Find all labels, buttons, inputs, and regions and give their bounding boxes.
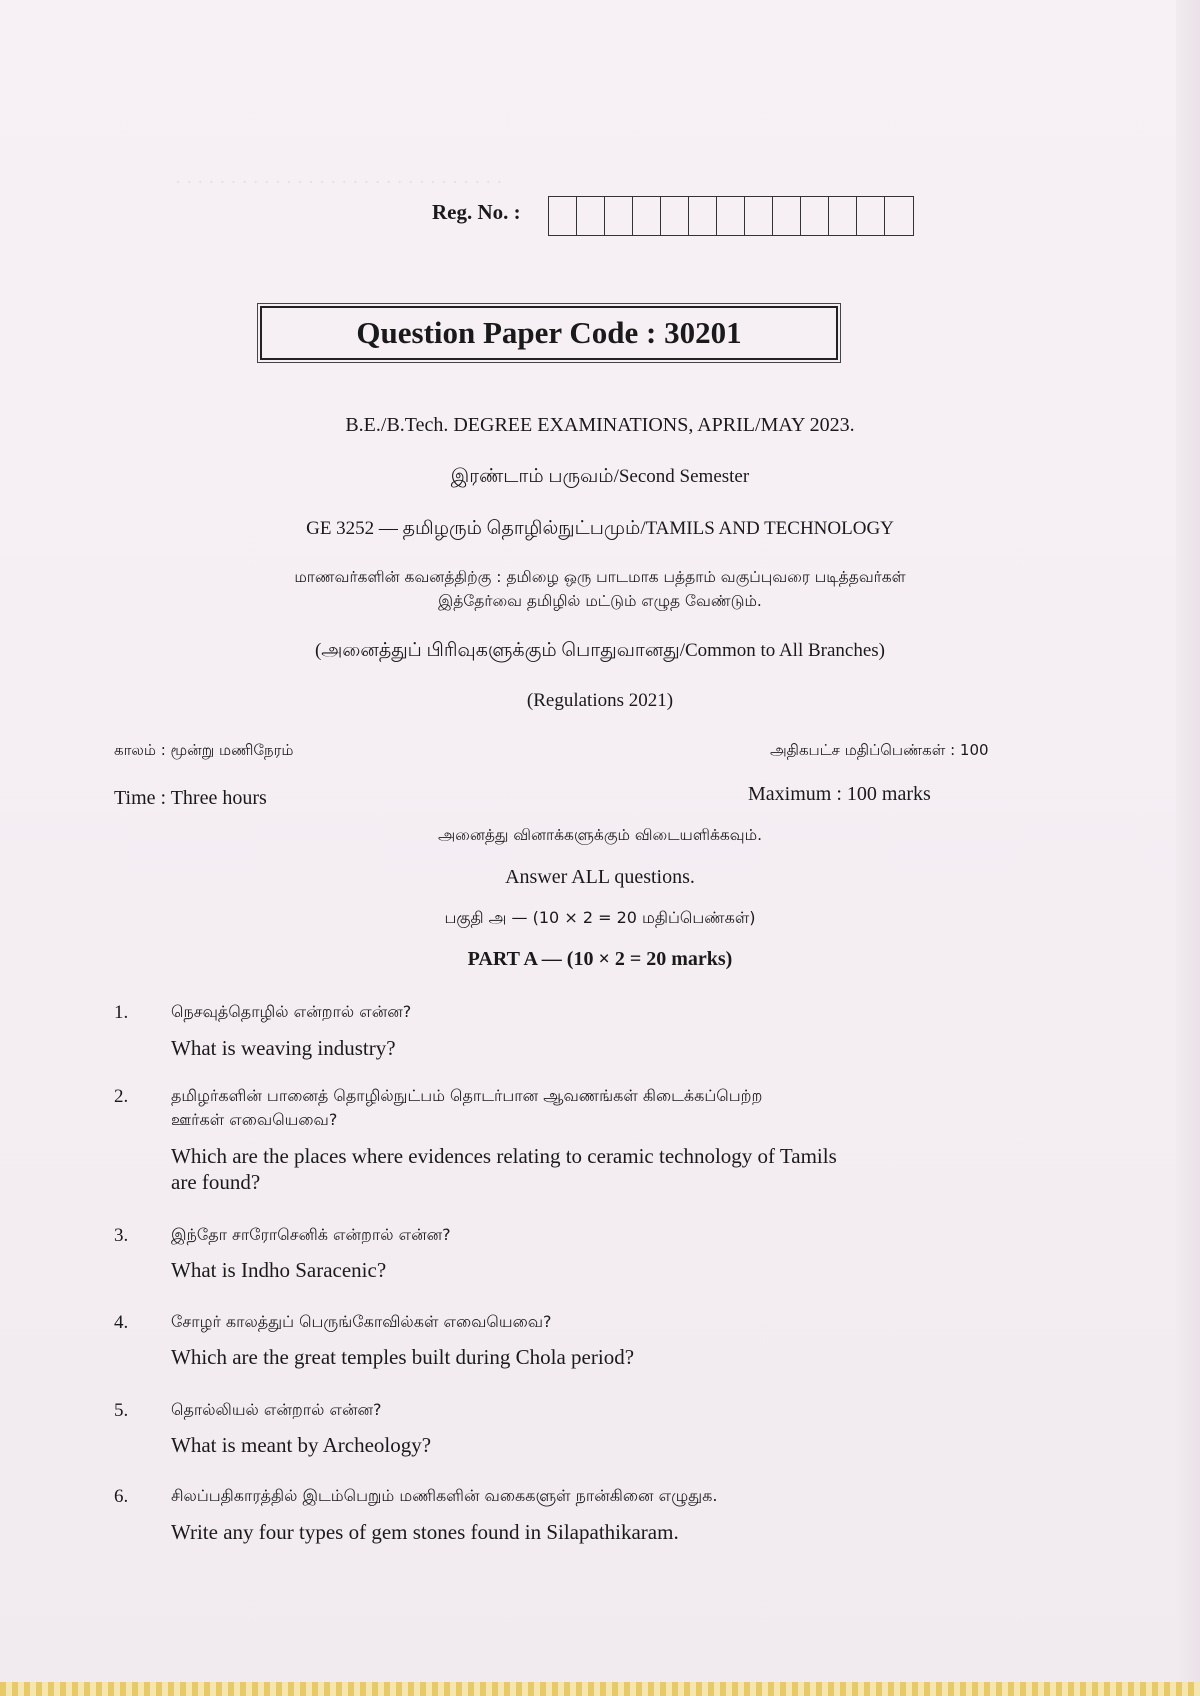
reg-no-box <box>577 197 605 235</box>
reg-no-box <box>605 197 633 235</box>
question-number: 6. <box>114 1486 129 1507</box>
semester: இரண்டாம் பருவம்/Second Semester <box>450 466 750 487</box>
question-tamil-cont: ஊர்கள் எவையெவை? <box>171 1110 338 1129</box>
reg-no-label: Reg. No. : <box>432 200 521 224</box>
question-tamil: தொல்லியல் என்றால் என்ன? <box>171 1400 382 1419</box>
question-paper-code: Question Paper Code : 30201 <box>260 306 838 360</box>
question-english: Which are the places where evidences relating to ceramic technology of Tamils <box>171 1144 837 1168</box>
reg-no-box <box>717 197 745 235</box>
part-a-english: PART A — (10 × 2 = 20 marks) <box>467 948 733 970</box>
regulations: (Regulations 2021) <box>526 690 674 711</box>
question-english: Write any four types of gem stones found in Silapathikaram. <box>171 1520 679 1544</box>
answer-all-english: Answer ALL questions. <box>505 866 695 888</box>
question-english: What is meant by Archeology? <box>171 1433 432 1457</box>
note-tamil-line1: மாணவர்களின் கவனத்திற்கு : தமிழை ஒரு பாடமாக பத்தாம் வகுப்புவரை படித்தவர்கள் <box>294 568 906 586</box>
max-marks-english: Maximum : 100 marks <box>748 783 931 805</box>
question-tamil: நெசவுத்தொழில் என்றால் என்ன? <box>171 1002 412 1021</box>
question-number: 1. <box>114 1002 129 1023</box>
note-tamil-line2: இத்தேர்வை தமிழில் மட்டும் எழுத வேண்டும். <box>438 592 762 610</box>
exam-title: B.E./B.Tech. DEGREE EXAMINATIONS, APRIL/MAY 2023. <box>345 414 855 436</box>
max-marks-tamil: அதிகபட்ச மதிப்பெண்கள் : 100 <box>770 741 989 759</box>
time-english: Time : Three hours <box>114 787 267 809</box>
reg-no-box <box>633 197 661 235</box>
question-english-cont: are found? <box>171 1170 261 1194</box>
common-to-branches: (அனைத்துப் பிரிவுகளுக்கும் பொதுவானது/Common to All Branches) <box>314 640 886 661</box>
question-number: 2. <box>114 1086 129 1107</box>
course-title: GE 3252 — தமிழரும் தொழில்நுட்பமும்/TAMILS AND TECHNOLOGY <box>306 518 894 539</box>
reg-no-box <box>689 197 717 235</box>
reg-no-boxes <box>548 196 914 236</box>
reg-no-box <box>773 197 801 235</box>
question-number: 4. <box>114 1312 129 1333</box>
reg-no-box <box>829 197 857 235</box>
time-tamil: காலம் : மூன்று மணிநேரம் <box>114 741 294 759</box>
question-english: What is Indho Saracenic? <box>171 1258 387 1282</box>
reg-no-box <box>801 197 829 235</box>
part-a-tamil: பகுதி அ — (10 × 2 = 20 மதிப்பெண்கள்) <box>444 908 756 927</box>
question-number: 5. <box>114 1400 129 1421</box>
reg-no-box <box>857 197 885 235</box>
question-english: Which are the great temples built during Chola period? <box>171 1345 635 1369</box>
scan-bottom-strip <box>0 1682 1200 1696</box>
question-tamil: சிலப்பதிகாரத்தில் இடம்பெறும் மணிகளின் வகைகளுள் நான்கினை எழுதுக. <box>171 1486 718 1505</box>
question-tamil: தமிழர்களின் பானைத் தொழில்நுட்பம் தொடர்பான ஆவணங்கள் கிடைக்கப்பெற்ற <box>171 1086 763 1105</box>
question-number: 3. <box>114 1225 129 1246</box>
reg-no-box <box>549 197 577 235</box>
question-english: What is weaving industry? <box>171 1036 396 1060</box>
question-tamil: இந்தோ சாரோசெனிக் என்றால் என்ன? <box>171 1225 451 1244</box>
reg-no-box <box>661 197 689 235</box>
question-tamil: சோழர் காலத்துப் பெருங்கோவில்கள் எவையெவை? <box>171 1312 552 1331</box>
bleed-through-text: · · · · · · · · · · · · · · · · · · · · · · · · · · · · · · <box>175 172 503 193</box>
reg-no-box <box>885 197 913 235</box>
answer-all-tamil: அனைத்து வினாக்களுக்கும் விடையளிக்கவும். <box>437 826 763 844</box>
reg-no-box <box>745 197 773 235</box>
page-edge-shadow <box>1176 0 1200 1696</box>
